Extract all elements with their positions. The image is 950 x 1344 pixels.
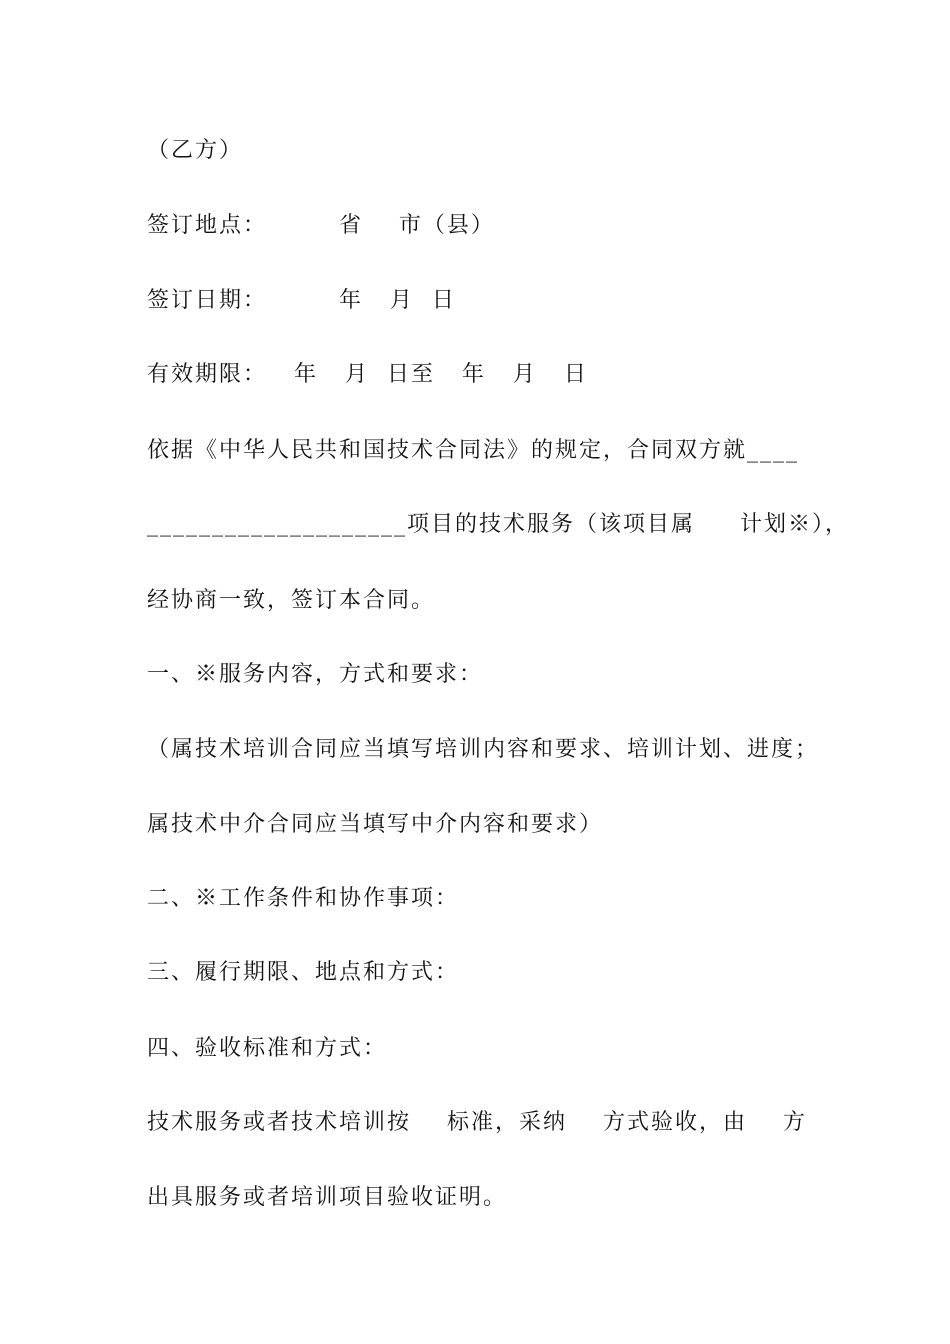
section-1-heading: 一、※服务内容，方式和要求： xyxy=(147,662,484,687)
section-3-heading: 三、履行期限、地点和方式： xyxy=(147,960,460,985)
section-2-heading: 二、※工作条件和协作事项： xyxy=(147,886,460,911)
party-b-label: （乙方） xyxy=(147,138,244,163)
signing-date-line: 签订日期： 年 月 日 xyxy=(147,288,456,313)
validity-period-line: 有效期限： 年 月 日至 年 月 日 xyxy=(147,362,588,387)
section-1-note-line-2: 属技术中介合同应当填写中介内容和要求） xyxy=(147,812,604,837)
preamble-line-3: 经协商一致，签订本合同。 xyxy=(147,588,436,613)
signing-place-line: 签订地点： 省 市（县） xyxy=(147,213,495,238)
section-4-text-line-1: 技术服务或者技术培训按 标准，采纳 方式验收，由 方 xyxy=(147,1110,807,1135)
section-1-note-line-1: （属技术培训合同应当填写培训内容和要求、培训计划、进度； xyxy=(147,737,820,762)
section-4-heading: 四、验收标准和方式： xyxy=(147,1036,388,1061)
section-4-text-line-2: 出具服务或者培训项目验收证明。 xyxy=(147,1185,508,1210)
preamble-line-1: 依据《中华人民共和国技术合同法》的规定，合同双方就____ xyxy=(147,438,800,463)
preamble-line-2: ____________________项目的技术服务（该项目属 计划※）， xyxy=(147,512,849,537)
